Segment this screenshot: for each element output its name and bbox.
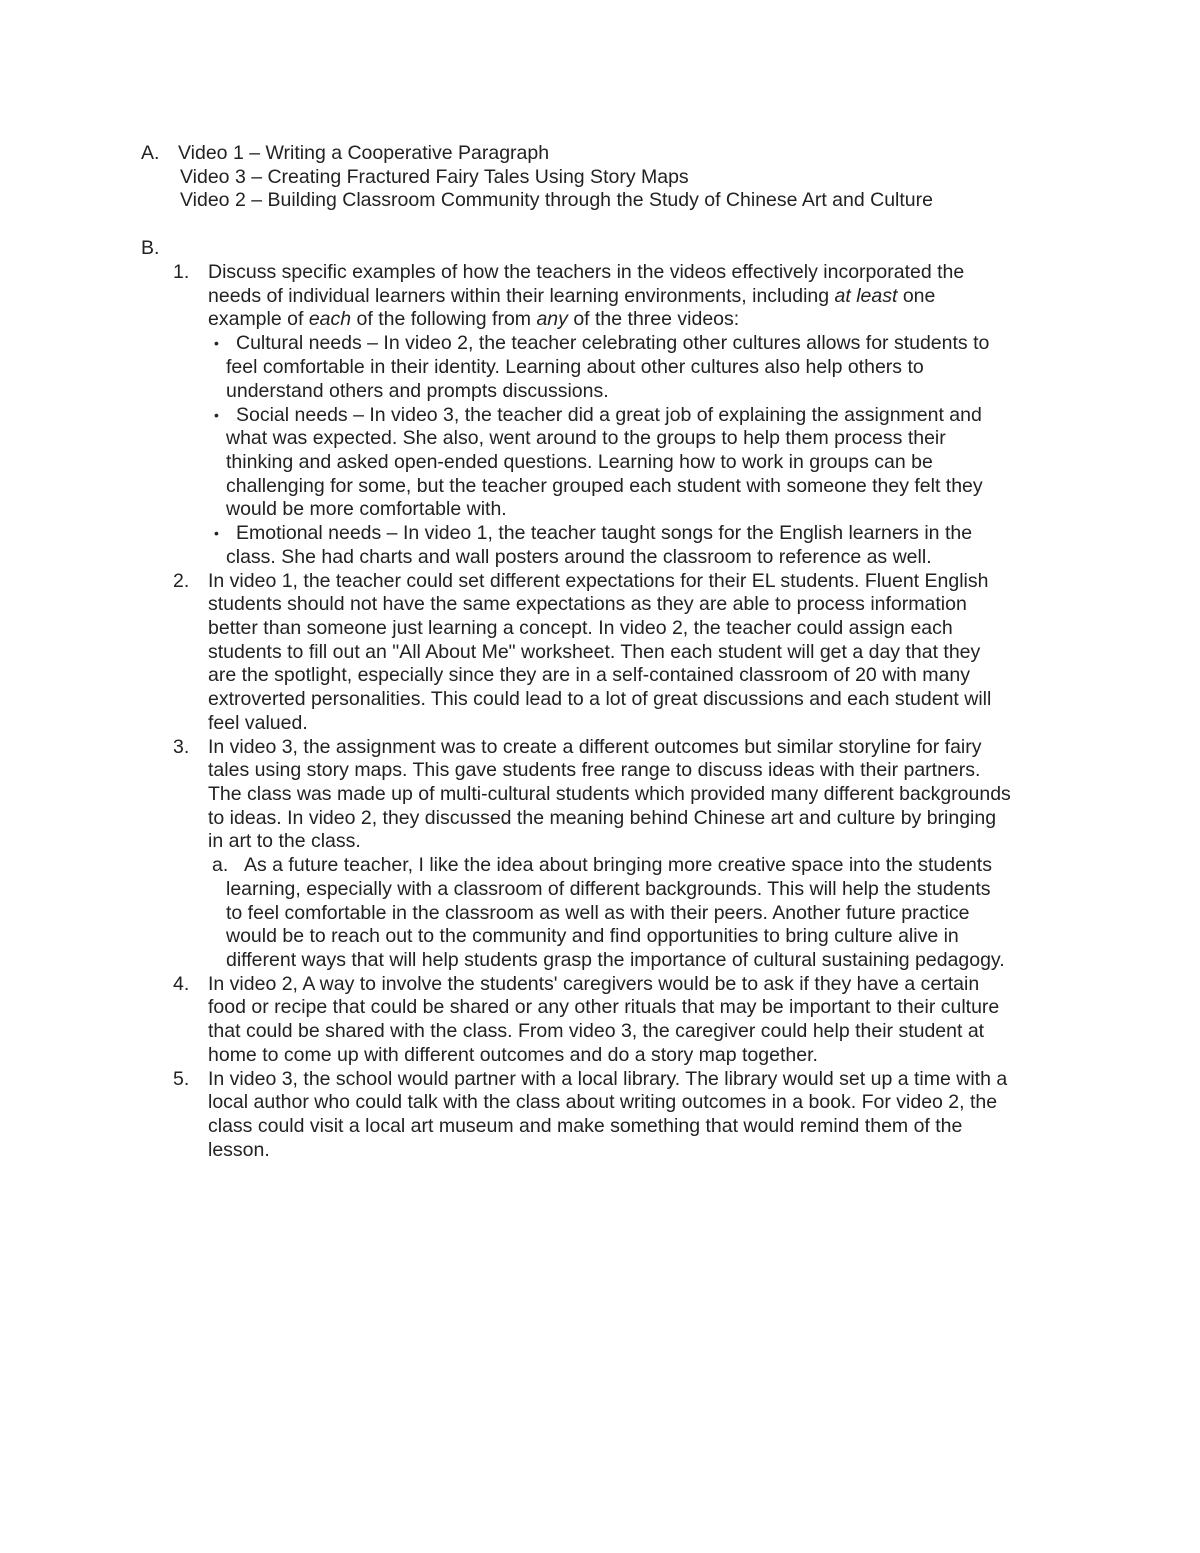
list-item-line: in art to the class. [208, 830, 361, 852]
video-title-line: Video 1 – Writing a Cooperative Paragraph [178, 142, 550, 164]
list-item-line: extroverted personalities. This could lead to a lot of great discussions and each student will [208, 688, 992, 710]
text-run: one [897, 285, 936, 307]
section-b-marker: B. [141, 237, 160, 259]
emphasis-text: any [536, 308, 568, 330]
list-item-line [208, 308, 739, 332]
video-title-line: Video 2 – Building Classroom Community through the Study of Chinese Art and Culture [180, 189, 933, 211]
list-item-line: In video 2, A way to involve the students' caregivers would be to ask if they have a certain [208, 973, 980, 995]
bullet-line: understand others and prompts discussions. [226, 380, 609, 402]
bullet-icon: • [214, 407, 219, 423]
list-item-line: that could be shared with the class. From video 3, the caregiver could help their student at [208, 1020, 985, 1042]
list-item-line: to ideas. In video 2, they discussed the meaning behind Chinese art and culture by bringing [208, 807, 997, 829]
text-run: example of [208, 308, 309, 330]
list-item-line: In video 1, the teacher could set different expectations for their EL students. Fluent English [208, 570, 989, 592]
list-item-line [208, 285, 935, 309]
bullet-line: Cultural needs – In video 2, the teacher celebrating other cultures allows for students to [236, 332, 990, 354]
bullet-line: Emotional needs – In video 1, the teacher taught songs for the English learners in the [236, 522, 973, 544]
list-item-line: students to fill out an "All About Me" worksheet. Then each student will get a day that they [208, 641, 981, 663]
list-number: 3. [173, 736, 190, 758]
list-number: 1. [173, 261, 190, 283]
sub-list-line: to feel comfortable in the classroom as well as with their peers. Another future practice [226, 902, 970, 924]
list-item-line: home to come up with different outcomes and do a story map together. [208, 1044, 818, 1066]
bullet-line: challenging for some, but the teacher grouped each student with someone they felt they [226, 475, 983, 497]
list-item-line: Discuss specific examples of how the teachers in the videos effectively incorporated the [208, 261, 965, 283]
list-number: 2. [173, 570, 190, 592]
bullet-line: what was expected. She also, went around to the groups to help them process their [226, 427, 946, 449]
video-title-line: Video 3 – Creating Fractured Fairy Tales Using Story Maps [180, 166, 689, 188]
list-item-line: The class was made up of multi-cultural students which provided many different backgrounds [208, 783, 1011, 805]
sub-list-marker: a. [212, 854, 229, 876]
list-item-line: local author who could talk with the class about writing outcomes in a book. For video 2, the [208, 1091, 998, 1113]
list-item-line: better than someone just learning a concept. In video 2, the teacher could assign each [208, 617, 953, 639]
list-item-line: In video 3, the school would partner with a local library. The library would set up a time with a [208, 1068, 1008, 1090]
list-item-line: food or recipe that could be shared or any other rituals that may be important to their culture [208, 996, 1000, 1018]
emphasis-text: each [308, 308, 352, 330]
list-number: 4. [173, 973, 190, 995]
bullet-icon: • [214, 335, 219, 351]
bullet-line: feel comfortable in their identity. Learning about other cultures also help others to [226, 356, 924, 378]
list-number: 5. [173, 1068, 190, 1090]
list-item-line: tales using story maps. This gave students free range to discuss ideas with their partners. [208, 759, 981, 781]
bullet-line: class. She had charts and wall posters around the classroom to reference as well. [226, 546, 932, 568]
sub-list-line: would be to reach out to the community and find opportunities to bring culture alive in [226, 925, 959, 947]
sub-list-line: different ways that will help students grasp the importance of cultural sustaining pedagogy. [226, 949, 1005, 971]
list-item-line: are the spotlight, especially since they are in a self-contained classroom of 20 with many [208, 664, 970, 686]
section-a-marker: A. [141, 142, 160, 164]
text-run: needs of individual learners within their learning environments, including [208, 285, 835, 307]
list-item-line: class could visit a local art museum and make something that would remind them of the [208, 1115, 963, 1137]
sub-list-line: As a future teacher, I like the idea about bringing more creative space into the students [244, 854, 992, 876]
sub-list-line: learning, especially with a classroom of different backgrounds. This will help the students [226, 878, 991, 900]
list-item-line: feel valued. [208, 712, 308, 734]
emphasis-text: at least [834, 285, 898, 307]
list-item-line: In video 3, the assignment was to create a different outcomes but similar storyline for fairy [208, 736, 982, 758]
list-item-line: lesson. [208, 1139, 270, 1161]
text-run: of the three videos: [567, 308, 740, 330]
bullet-line: would be more comfortable with. [226, 498, 507, 520]
bullet-line: thinking and asked open-ended questions. Learning how to work in groups can be [226, 451, 933, 473]
list-item-line: students should not have the same expectations as they are able to process information [208, 593, 967, 615]
bullet-icon: • [214, 525, 219, 541]
bullet-line: Social needs – In video 3, the teacher did a great job of explaining the assignment and [236, 404, 982, 426]
text-run: of the following from [351, 308, 537, 330]
